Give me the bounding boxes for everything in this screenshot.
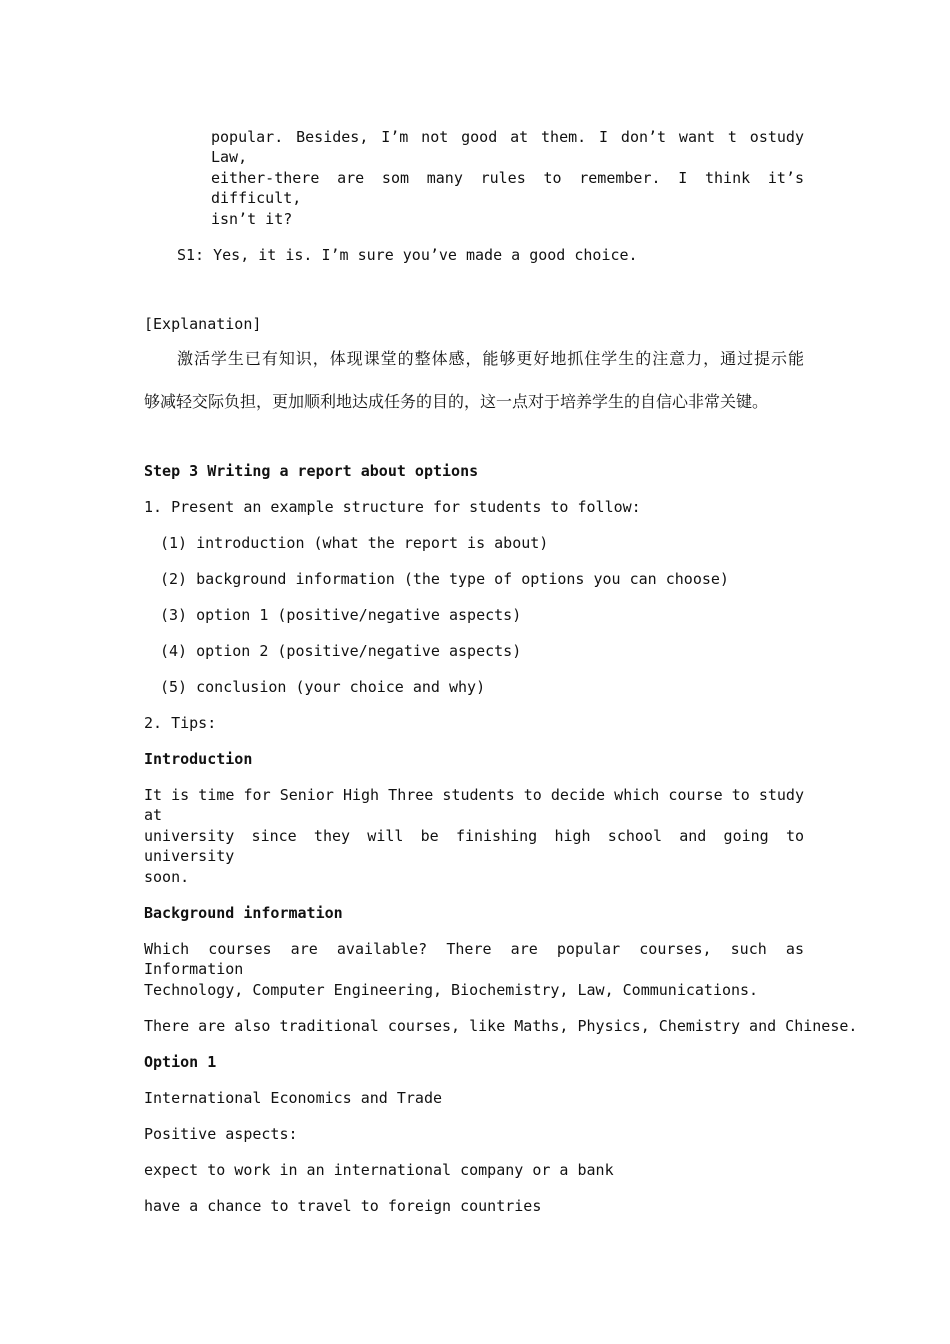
option1-positive-label: Positive aspects: [144, 1125, 298, 1143]
introduction-line-2: university since they will be finishing high school and going to university [144, 827, 804, 865]
option1-point: expect to work in an international company or a bank [144, 1161, 614, 1179]
background-heading: Background information [144, 904, 343, 922]
structure-item: (3) option 1 (positive/negative aspects) [160, 606, 522, 624]
option1-point: have a chance to travel to foreign countries [144, 1197, 542, 1215]
background-line-1: Which courses are available? There are popular courses, such as Information [144, 940, 804, 978]
introduction-heading: Introduction [144, 750, 253, 768]
structure-item: (5) conclusion (your choice and why) [160, 678, 486, 696]
dialogue-continuation-line-3: isn’t it? [211, 210, 293, 228]
explanation-paragraph-line-2: 够减轻交际负担，更加顺利地达成任务的目的，这一点对于培养学生的自信心非常关键。 [144, 392, 769, 411]
option1-title: International Economics and Trade [144, 1089, 443, 1107]
dialogue-continuation-line-1: popular. Besides, I’m not good at them. I don’t want t ostudy Law, [211, 128, 804, 166]
step3-item-1: 1. Present an example structure for students to follow: [144, 498, 641, 516]
dialogue-continuation-line-2: either-there are som many rules to remember. I think it’s difficult, [211, 169, 804, 207]
explanation-heading: [Explanation] [144, 315, 262, 333]
step3-item-2: 2. Tips: [144, 714, 217, 732]
introduction-line-1: It is time for Senior High Three students to decide which course to study at [144, 786, 804, 824]
dialogue-s1-reply: S1: Yes, it is. I’m sure you’ve made a good choice. [177, 246, 638, 264]
structure-item: (4) option 2 (positive/negative aspects) [160, 642, 522, 660]
structure-item: (1) introduction (what the report is about) [160, 534, 549, 552]
background-line-2: Technology, Computer Engineering, Biochemistry, Law, Communications. [144, 981, 759, 999]
step3-heading: Step 3 Writing a report about options [144, 462, 479, 480]
option1-heading: Option 1 [144, 1053, 217, 1071]
introduction-line-3: soon. [144, 868, 190, 886]
structure-item: (2) background information (the type of options you can choose) [160, 570, 729, 588]
explanation-paragraph-line-1: 激活学生已有知识，体现课堂的整体感，能够更好地抓住学生的注意力，通过提示能 [177, 349, 804, 368]
background-line-3: There are also traditional courses, like Maths, Physics, Chemistry and Chinese. [144, 1017, 858, 1035]
